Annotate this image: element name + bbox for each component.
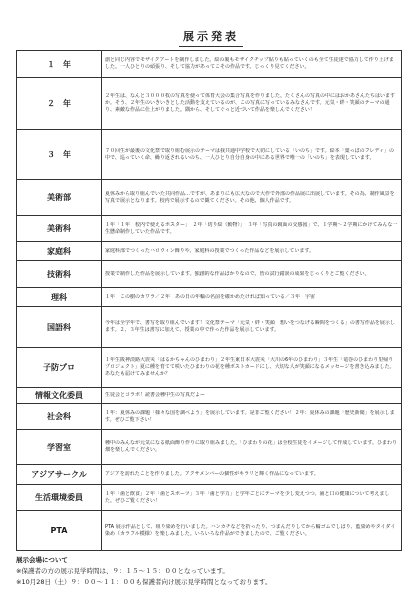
row-desc: １年「１年 校内で使えるポスター」 ２年「切り絵（動物）」 ３年「写真の鏡面の交感図」で、１学期〜２学期にかけてみんな一生懸命制作していた作品です。 [102, 216, 402, 242]
row-desc: 創と同じ内容でモザイクアートを制作しました。絵の裏もモザイクチップ貼りも貼っていくのも全て生徒達で協力して作り上げました。一人ひとりの頑張り、そして協力があってこその作品です。じっくり見てください。 [102, 51, 402, 78]
row-desc: 家庭科部でつくったハロウィン飾りや、家庭科の授業でつくった作品などを展示しています。 [102, 242, 402, 261]
table-row [17, 180, 402, 216]
table-row [17, 430, 402, 465]
table-row [17, 388, 402, 404]
table-row [17, 51, 402, 78]
row-desc: １年：夏休みの課題「様々な国を調べよう」を展示しています。是非ご覧ください！２年：夏休みの課題「歴史新聞」を展示します。ぜひご覧下さい！ [102, 404, 402, 430]
row-name: 生活環境委員 [17, 485, 102, 511]
row-name: 技術科 [17, 261, 102, 288]
row-desc: 生徒会とコラボ！読書会種中生の写真だよー [102, 388, 402, 404]
venue-notes [16, 555, 406, 588]
row-name: 子防プロ [17, 348, 102, 388]
table-row [17, 242, 402, 261]
table-row [17, 288, 402, 307]
table-row [17, 404, 402, 430]
row-name: 情報文化委員 [17, 388, 102, 404]
row-desc: １年生阪神淡路大震災「はるかちゃんのひまわり」２年生東日本大震災「大川の6年のひまわり」３年生「竜巻のひまわり里帰りプロジェクト」夏に種を育てて咲いたひまわりの花を種ボストカードにし、大切な人が笑顔になるメッセージを書き込みました。あなたも届けてみませんか？ [102, 348, 402, 388]
exhibit-table [16, 50, 402, 551]
row-name: １ 年 [17, 51, 102, 78]
row-name: 理科 [17, 288, 102, 307]
table-row [17, 261, 402, 288]
row-desc: １年 この樹のカワラ／２年 あの日の年輪の名前を確かめたければ知っている／３年 宇宙 [102, 288, 402, 307]
row-name: アジアサークル [17, 465, 102, 485]
row-desc: 今年は全学年で、書写を取り組んでいます！文化祭テーマ「元気・絆・笑顔 想いをつなげる瞬間をつくる」の書写作品を展示します。２、３年生は書写に加えて、授業の中で作った作品を展示しています。 [102, 307, 402, 348]
row-desc: 授業で制作した作品を展示しています。独創的な作品ばかりなので、皆の試行錯誤の成果をじっくりとご覧ください。 [102, 261, 402, 288]
row-desc: １年「歯と飲食」２年「歯とスポーツ」３年「歯と学力」と学年ごとにテーマを少し変えつつ、歯と口の健康について考えました。ぜひご覧ください！ [102, 485, 402, 511]
row-desc: 種中のみんなが元気になる紙面飾り作りに取り組みました。「ひまわりの花」は全校生徒をイメージして作成しています。ひまわり畑を楽しんでください。 [102, 430, 402, 465]
venue-notes-title: 展示会場について [16, 556, 68, 564]
venue-note-1: ※保護者の方の展示見学時間は、９：１５～１５：００となっています。 [16, 567, 229, 575]
table-row [17, 348, 402, 388]
row-desc: アジアを訪れたことを作りました。アクサメンバーの個性がキラリと輝く作品になっています。 [102, 465, 402, 485]
row-desc: PTA 展示作品として、組り染めを行いました。ハンカチなどを折ったり、つまんだりしてから輪ゴムでしばり、藍染めやタイダイ染め（カラフル模様）を楽しみました。いろいろな作品ができましたので、ご覧ください。 [102, 511, 402, 551]
row-name: 社会科 [17, 404, 102, 430]
row-name: 美術科 [17, 216, 102, 242]
venue-note-2: ※10月28日（土）９：００～１１：００も保護者向け展示見学時間となっております。 [16, 578, 272, 586]
row-desc: ２年生は、なんと３０００枚の写真を使って体育大会の集合写真を作りました。たくさんの写真の中にはおかあさんたちはいますか。そう、２年生のいきいきとした活動を支えているのが、この写真に写っているみなさんです。元気・絆・笑顔のテーマの通り、素敵な作品に仕上がりました。隅から、そしてぐっと近づいて作品を楽しんでください！ [102, 78, 402, 130]
row-name: 美術部 [17, 180, 102, 216]
table-row [17, 130, 402, 180]
page-title: 展示発表 [16, 28, 406, 48]
table-row [17, 465, 402, 485]
row-name: 国語科 [17, 307, 102, 348]
row-name: 家庭科 [17, 242, 102, 261]
table-row [17, 216, 402, 242]
row-name: 学習室 [17, 430, 102, 465]
table-row [17, 307, 402, 348]
row-name: ２ 年 [17, 78, 102, 130]
table-row [17, 78, 402, 130]
row-name: ３ 年 [17, 130, 102, 180]
row-name: PTA [17, 511, 102, 551]
row-desc: ７０回生が最後の文化祭で取り組む展示のテーマは我共通中学校で大切にしている「いのち」です。絵本「葉っぱのフレディ」の中で、巡っていく命、繰り返されるいのち、一人ひとり自分自身の中にある世界で唯一の「いのち」を表現しています。 [102, 130, 402, 180]
table-row [17, 511, 402, 551]
row-desc: 夏休みから取り組んでいた共同作品…ですが、あまりにも広大なので大作で外部の作品展に出展しています。その為、制作風景を写真で展示となります。校内で展示するので観てください。その他、個人作品です。 [102, 180, 402, 216]
table-row [17, 485, 402, 511]
